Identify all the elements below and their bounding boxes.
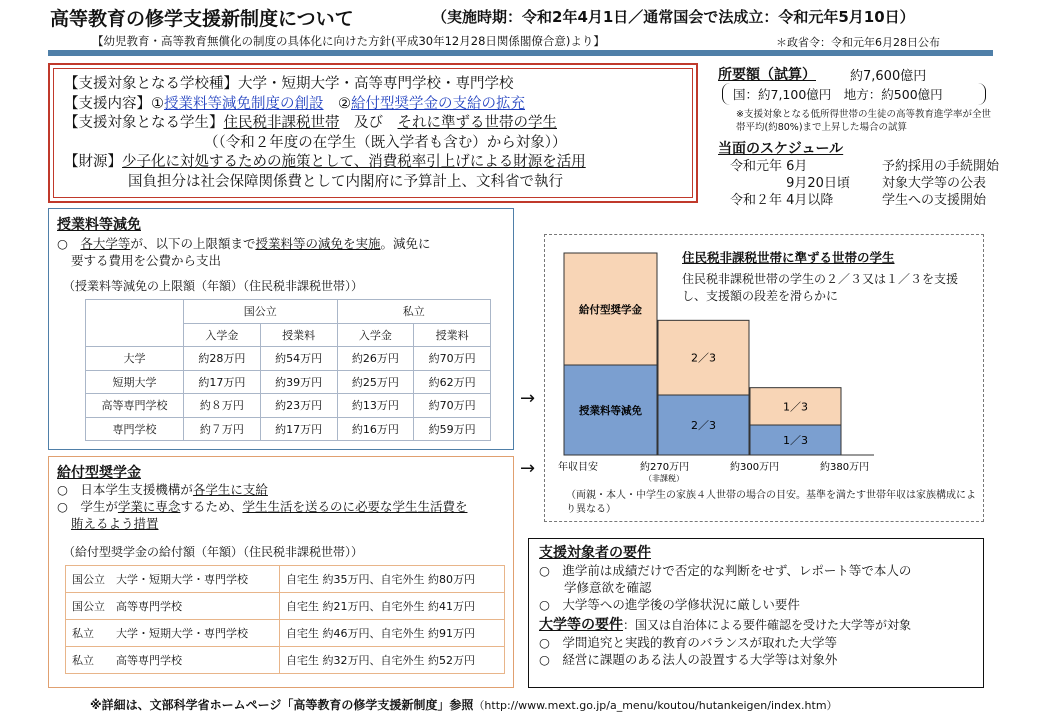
schedule-event: 対象大学等の公表 bbox=[882, 176, 987, 191]
scholarship-table-caption: （給付型奨学金の給付額（年額）（住民税非課税世帯）） bbox=[63, 545, 364, 559]
page-title: 高等教育の修学支援新制度について bbox=[50, 8, 354, 30]
table-cell: 約16万円 bbox=[337, 417, 414, 441]
table-row-label: 私立 高等専門学校 bbox=[66, 647, 280, 674]
table-row bbox=[66, 647, 505, 674]
table-group-header: 私立 bbox=[337, 300, 491, 324]
table-row bbox=[86, 417, 491, 441]
x-tick-label: 約270万円 bbox=[640, 462, 690, 473]
table-cell: 自宅生 約32万円、自宅外生 約52万円 bbox=[280, 647, 505, 674]
tuition-section-title: 授業料等減免 bbox=[57, 217, 141, 233]
sch-line2-c: するため、 bbox=[180, 499, 243, 514]
chart-footnote: （両親・本人・中学生の家族４人世帯の場合の目安。基準を満たす世帯年収は家族構成により異なる） bbox=[566, 490, 976, 515]
req-item: 学修意欲を確認 bbox=[539, 580, 652, 595]
students-mid: 及び bbox=[339, 115, 398, 131]
table-row-label: 高等専門学校 bbox=[86, 394, 184, 418]
bullet: ○ bbox=[57, 236, 81, 251]
schedule-list bbox=[730, 158, 999, 209]
bar-label: 1／3 bbox=[783, 434, 808, 448]
scholarship-section-title: 給付型奨学金 bbox=[57, 465, 141, 481]
table-subheader: 授業料 bbox=[260, 323, 337, 347]
table-cell: 約26万円 bbox=[337, 347, 414, 371]
table-cell: 約54万円 bbox=[260, 347, 337, 371]
budget-label: 所要額（試算） bbox=[718, 67, 816, 83]
table-group-header: 国公立 bbox=[184, 300, 338, 324]
schedule-date: 令和元年 6月 bbox=[730, 159, 808, 174]
schedule-event: 学生への支援開始 bbox=[882, 193, 987, 208]
student-requirements-title: 支援対象者の要件 bbox=[539, 545, 651, 561]
scholarship-link[interactable]: 給付型奨学金の支給の拡充 bbox=[351, 95, 525, 112]
table-cell: 約13万円 bbox=[337, 394, 414, 418]
table-cell: 約17万円 bbox=[260, 417, 337, 441]
table-row bbox=[86, 370, 491, 394]
summary-finance bbox=[64, 153, 684, 173]
schedule-event: 予約採用の手続開始 bbox=[882, 159, 1000, 174]
table-cell: 約62万円 bbox=[414, 370, 491, 394]
sch-line1-b: 各学生に支給 bbox=[192, 482, 268, 497]
table-row-label: 国公立 高等専門学校 bbox=[66, 593, 280, 620]
bar-label: 授業料等減免 bbox=[579, 405, 642, 417]
table-row bbox=[66, 566, 505, 593]
ordinance-note: ＊政省令：令和元年6月28日公布 bbox=[776, 36, 940, 49]
sch-line3: 賄えるよう措置 bbox=[71, 516, 159, 531]
table-cell: 自宅生 約35万円、自宅外生 約80万円 bbox=[280, 566, 505, 593]
schedule-date: 9月20日頃 bbox=[730, 176, 850, 191]
support-chart bbox=[544, 234, 984, 490]
finance-prefix: 【財源】 bbox=[64, 154, 122, 170]
tuition-line2: 要する費用を公費から支出 bbox=[71, 253, 222, 268]
schedule-row bbox=[730, 192, 999, 209]
bar-label: 1／3 bbox=[783, 400, 808, 414]
students-prefix: 【支援対象となる学生】 bbox=[64, 115, 224, 131]
table-cell: 自宅生 約21万円、自宅外生 約41万円 bbox=[280, 593, 505, 620]
summary-schools: 【支援対象となる学校種】大学・短期大学・高等専門学校・専門学校 bbox=[64, 76, 514, 92]
content-prefix: 【支援内容】① bbox=[64, 95, 164, 112]
mext-url-link[interactable]: （http://www.mext.go.jp/a_menu/koutou/hutankeigen/index.htm） bbox=[473, 699, 838, 712]
tuition-line1-c: が、以下の上限額まで bbox=[130, 236, 256, 251]
header-divider bbox=[48, 50, 993, 56]
footer-reference bbox=[90, 696, 838, 713]
summary-students-note: （（令和２年度の在学生（既入学者も含む）から対象）） bbox=[204, 134, 567, 151]
institution-requirements-title: 大学等の要件 bbox=[539, 617, 623, 633]
req-item: ○ 学問追究と実践的教育のバランスが取れた大学等 bbox=[539, 635, 838, 650]
tuition-reduction-section bbox=[48, 208, 514, 450]
finance-text: 少子化に対処するための施策として、消費税率引上げによる財源を活用 bbox=[122, 154, 586, 170]
req-item: ○ 経営に課題のある法人の設置する大学等は対象外 bbox=[539, 652, 838, 667]
table-cell: 約７万円 bbox=[184, 417, 261, 441]
x-tick-label: 約380万円 bbox=[820, 462, 870, 473]
chart-title: 住民税非課税世帯に準ずる世帯の学生 bbox=[682, 250, 895, 265]
schedule-label: 当面のスケジュール bbox=[718, 141, 844, 157]
bar-label: 2／3 bbox=[691, 351, 716, 365]
table-cell: 約70万円 bbox=[414, 394, 491, 418]
table-cell: 約59万円 bbox=[414, 417, 491, 441]
tuition-table bbox=[85, 299, 491, 441]
budget-amount: 約7,600億円 bbox=[850, 69, 927, 84]
table-cell: 約39万円 bbox=[260, 370, 337, 394]
table-row-label: 専門学校 bbox=[86, 417, 184, 441]
arrow-right-icon: → bbox=[520, 458, 536, 479]
bar-label: 給付型奨学金 bbox=[579, 304, 642, 316]
students-a: 住民税非課税世帯 bbox=[223, 115, 340, 131]
table-row bbox=[86, 347, 491, 371]
bar-label: 2／3 bbox=[691, 418, 716, 432]
table-corner bbox=[86, 323, 184, 347]
table-subheader: 入学金 bbox=[337, 323, 414, 347]
table-row bbox=[66, 593, 505, 620]
table-corner bbox=[86, 300, 184, 324]
tuition-line1-e: 。減免に bbox=[380, 236, 431, 251]
budget-breakdown: 国：約7,100億円 地方：約500億円 bbox=[722, 83, 986, 105]
table-cell: 約28万円 bbox=[184, 347, 261, 371]
scholarship-section bbox=[48, 456, 514, 688]
tuition-description bbox=[57, 235, 507, 269]
table-row-label: 大学 bbox=[86, 347, 184, 371]
summary-students bbox=[64, 114, 684, 134]
table-cell: 約17万円 bbox=[184, 370, 261, 394]
table-cell: 自宅生 約46万円、自宅外生 約91万円 bbox=[280, 620, 505, 647]
chart-description: 住民税非課税世帯の学生の２／３又は１／３を支援し、支援額の段差を滑らかに bbox=[682, 272, 959, 303]
table-header-row bbox=[86, 300, 491, 324]
sch-line2-b: 学業に専念 bbox=[117, 499, 181, 514]
table-subheader: 授業料 bbox=[414, 323, 491, 347]
tuition-line1-b: 各大学等 bbox=[80, 236, 131, 251]
table-row bbox=[66, 620, 505, 647]
tuition-line1-d: 授業料等の減免を実施 bbox=[255, 236, 381, 251]
table-subheader-row bbox=[86, 323, 491, 347]
scholarship-description bbox=[57, 481, 513, 532]
x-tick-label: 約300万円 bbox=[730, 462, 780, 473]
budget-note: ※支援対象となる低所得世帯の生徒の高等教育進学率が全世帯平均(約80%)まで上昇した場合の試算 bbox=[736, 109, 991, 133]
policy-source: 【幼児教育・高等教育無償化の制度の具体化に向けた方針(平成30年12月28日関係閣僚合意)より】 bbox=[92, 34, 605, 48]
req-item: ○ 進学前は成績だけで否定的な判断をせず、レポート等で本人の bbox=[539, 563, 912, 578]
summary-content bbox=[64, 95, 684, 115]
table-cell: 約70万円 bbox=[414, 347, 491, 371]
table-row-label: 短期大学 bbox=[86, 370, 184, 394]
institution-requirements-suffix: ：国又は自治体による要件確認を受けた大学等が対象 bbox=[623, 618, 912, 632]
table-cell: 約８万円 bbox=[184, 394, 261, 418]
summary-box bbox=[48, 63, 698, 203]
table-cell: 約25万円 bbox=[337, 370, 414, 394]
x-tick-label: 年収目安 bbox=[558, 462, 598, 473]
sch-line2-d: 学生生活を送るのに必要な学生生活費を bbox=[242, 499, 468, 514]
summary-finance-note: 国負担分は社会保障関係費として内閣府に予算計上、文科省で執行 bbox=[128, 173, 563, 190]
req-item: ○ 大学等への進学後の学修状況に厳しい要件 bbox=[539, 597, 800, 612]
tuition-reduction-link[interactable]: 授業料等減免制度の創設 bbox=[164, 95, 324, 112]
footer-text: ※詳細は、文部科学省ホームページ「高等教育の修学支援新制度」参照 bbox=[90, 698, 474, 712]
table-row bbox=[86, 394, 491, 418]
x-tick-sublabel: （非課税） bbox=[644, 474, 684, 483]
sch-line2-a: ○ 学生が bbox=[57, 499, 118, 514]
sch-line1-a: ○ 日本学生支援機構が bbox=[57, 482, 193, 497]
institution-requirements-heading bbox=[539, 616, 979, 634]
requirements-section bbox=[528, 538, 984, 688]
schedule-row bbox=[730, 175, 999, 192]
arrow-right-icon: → bbox=[520, 388, 536, 409]
content-mid: ② bbox=[323, 95, 351, 112]
students-b: それに準ずる世帯の学生 bbox=[397, 115, 557, 131]
scholarship-table bbox=[65, 565, 505, 674]
implementation-period: （実施時期：令和2年4月1日／通常国会で法成立：令和元年5月10日） bbox=[432, 8, 915, 26]
table-subheader: 入学金 bbox=[184, 323, 261, 347]
table-row-label: 国公立 大学・短期大学・専門学校 bbox=[66, 566, 280, 593]
schedule-date: 令和２年 4月以降 bbox=[730, 193, 834, 208]
table-row-label: 私立 大学・短期大学・専門学校 bbox=[66, 620, 280, 647]
tuition-table-caption: （授業料等減免の上限額（年額）（住民税非課税世帯）） bbox=[63, 279, 364, 293]
table-cell: 約23万円 bbox=[260, 394, 337, 418]
schedule-row bbox=[730, 158, 999, 175]
